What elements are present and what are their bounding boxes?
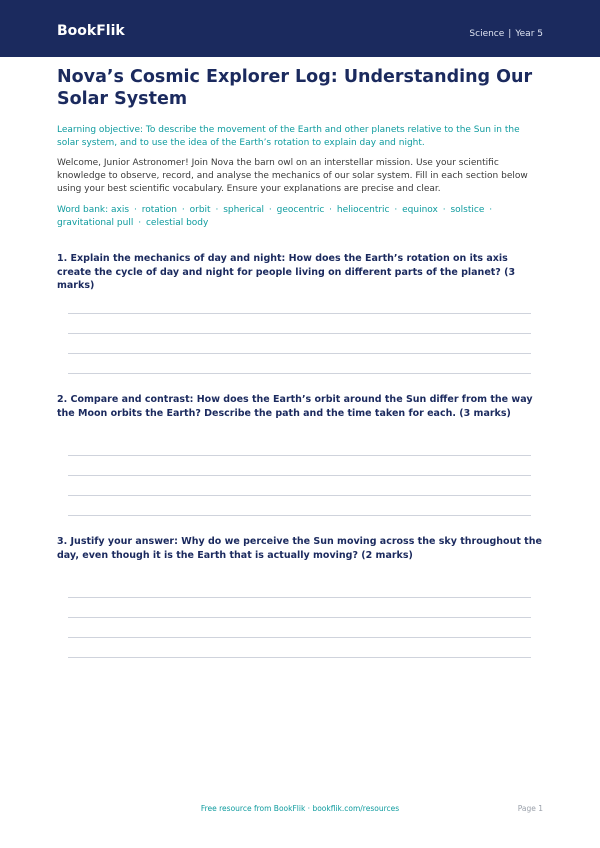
answer-line[interactable] <box>68 597 531 598</box>
answer-line[interactable] <box>68 313 531 314</box>
answer-line[interactable] <box>68 637 531 638</box>
word-bank-term: gravitational pull <box>57 217 134 228</box>
word-bank-term: equinox <box>402 205 438 215</box>
word-bank-term: orbit <box>189 205 211 215</box>
word-bank <box>57 204 543 229</box>
brand-logo[interactable]: BookFlik <box>57 23 125 39</box>
answer-line[interactable] <box>68 373 531 374</box>
answer-line[interactable] <box>68 455 531 456</box>
answer-line[interactable] <box>68 475 531 476</box>
word-bank-term: rotation <box>141 205 177 215</box>
year-label: Year 5 <box>515 29 543 39</box>
word-bank-term: geocentric <box>276 205 325 215</box>
question-1: 1. Explain the mechanics of day and night: How does the Earth’s rotation on its axis create the cycle of day and night for people living on different parts of the planet? (3 marks) <box>57 253 516 291</box>
subject-year-label <box>469 29 543 39</box>
word-bank-term: celestial body <box>145 217 209 228</box>
footer-text[interactable]: Free resource from BookFlik · bookflik.com/resources <box>200 804 400 813</box>
page-title: Nova’s Cosmic Explorer Log: Understanding Our Solar System <box>57 67 533 109</box>
word-separator: · <box>181 205 185 215</box>
answer-line[interactable] <box>68 657 531 658</box>
word-separator: · <box>329 205 333 215</box>
word-separator: · <box>268 205 272 215</box>
word-separator: · <box>394 205 398 215</box>
subject-label: Science <box>469 29 505 39</box>
worksheet-intro <box>57 66 543 229</box>
word-bank-label: Word bank: <box>57 205 109 215</box>
word-bank-term: spherical <box>223 205 265 215</box>
header-separator: | <box>508 29 512 39</box>
header-bar <box>0 0 600 57</box>
word-separator: · <box>133 205 137 215</box>
word-bank-term: solstice <box>450 205 485 215</box>
answer-line[interactable] <box>68 333 531 334</box>
word-separator: · <box>215 205 219 215</box>
word-bank-term: axis <box>111 205 130 215</box>
answer-line[interactable] <box>68 495 531 496</box>
word-bank-term: heliocentric <box>336 205 390 215</box>
word-separator: · <box>442 205 446 215</box>
word-separator: · <box>489 205 493 215</box>
question-3: 3. Justify your answer: Why do we perceive the Sun moving across the sky throughout the day, even though it is the Earth that is actually moving? (2 marks) <box>57 536 542 561</box>
page-number: Page 1 <box>517 804 543 813</box>
answer-line[interactable] <box>68 515 531 516</box>
answer-line[interactable] <box>68 617 531 618</box>
word-separator: · <box>138 217 142 228</box>
learning-objective: Learning objective: To describe the movement of the Earth and other planets relative to the Sun in the solar system, and to use the idea of the Earth’s rotation to explain day and night. <box>57 125 520 148</box>
question-2: 2. Compare and contrast: How does the Earth’s orbit around the Sun differ from the way the Moon orbits the Earth? Describe the path and the time taken for each. (3 marks) <box>57 394 533 419</box>
answer-line[interactable] <box>68 353 531 354</box>
intro-paragraph: Welcome, Junior Astronomer! Join Nova the barn owl on an interstellar mission. Use your scientific knowledge to observe, record, and analyse the mechanics of our solar system. Fill in each section below using your best scientific vocabulary. Ensure your explanations are precise and clear. <box>57 158 528 194</box>
